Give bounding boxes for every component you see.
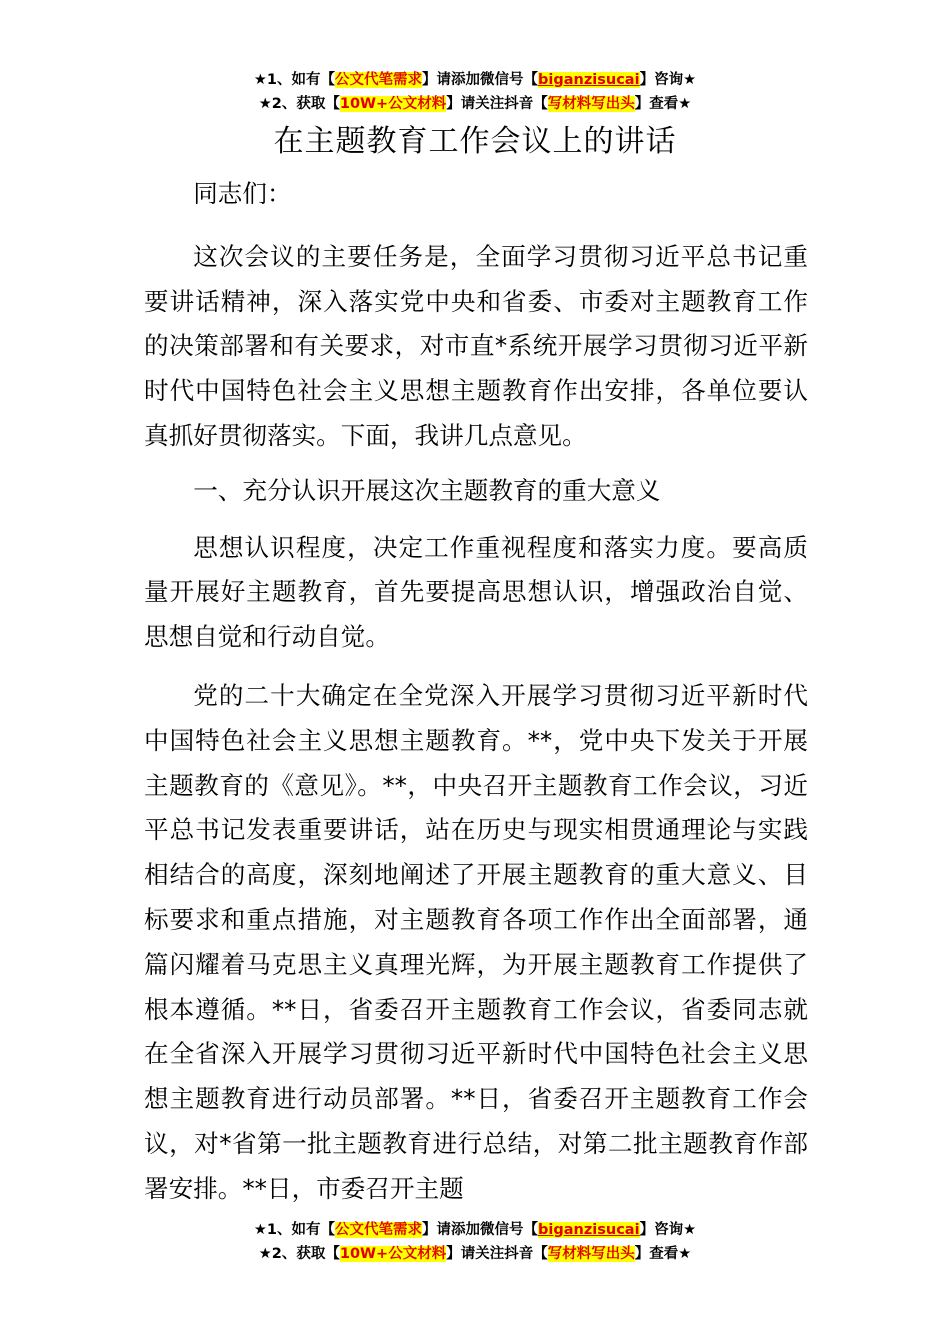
banner-text: ★2、获取【 [258, 1246, 340, 1262]
document-title: 在主题教育工作会议上的讲话 [273, 124, 677, 159]
ghostwriting-highlight: 公文代笔需求 [335, 1222, 423, 1238]
paragraph-3: 党的二十大确定在全党深入开展学习贯彻习近平新时代中国特色社会主义思想主题教育。**，党中央下发关于开展主题教育的《意见》。**，中央召开主题教育工作会议，习近平总书记发表重要讲话，站在历史与现实相贯通理论与实践相结合的高度，深刻地阐述了开展主题教育的重大意义、目标要求和重点措施，对主题教育各项工作作出全面部署，通篇闪耀着马克思主义真理光辉，为开展主题教育工作提供了根本遵循。**日，省委召开主题教育工作会议，省委同志就在全省深入开展学习贯彻习近平新时代中国特色社会主义思想主题教育进行动员部署。**日，省委召开主题教育工作会议，对*省第一批主题教育进行总结，对第二批主题教育作部署安排。**日，市委召开主题 [144, 680, 808, 1203]
banner-text: 】请关注抖音【 [446, 1246, 548, 1262]
materials-highlight: 10W+公文材料 [339, 96, 447, 112]
banner-text: 】请添加微信号【 [422, 1222, 539, 1238]
douyin-account-highlight: 写材料写出头 [547, 1246, 635, 1262]
banner-line-1 [0, 68, 950, 92]
banner-text: 】查看★ [634, 1246, 692, 1262]
materials-highlight: 10W+公文材料 [339, 1246, 447, 1262]
banner-text: 】咨询★ [639, 72, 697, 88]
ghostwriting-highlight: 公文代笔需求 [335, 72, 423, 88]
salutation: 同志们： [193, 179, 292, 208]
douyin-account-highlight: 写材料写出头 [547, 96, 635, 112]
document-body [144, 172, 808, 1220]
banner-line-2 [0, 1242, 950, 1266]
banner-line-1 [0, 1218, 950, 1242]
wechat-id-link[interactable]: biganzisucai [538, 1222, 640, 1238]
banner-text: 】咨询★ [639, 1222, 697, 1238]
banner-text: 】请关注抖音【 [446, 96, 548, 112]
banner-line-2 [0, 92, 950, 116]
header-banner [0, 68, 950, 116]
paragraph-2: 思想认识程度，决定工作重视程度和落实力度。要高质量开展好主题教育，首先要提高思想认识，增强政治自觉、思想自觉和行动自觉。 [144, 532, 808, 652]
banner-text: ★1、如有【 [253, 72, 336, 88]
wechat-id-link[interactable]: biganzisucai [538, 72, 640, 88]
paragraph-intro: 这次会议的主要任务是，全面学习贯彻习近平总书记重要讲话精神，深入落实党中央和省委、市委对主题教育工作的决策部署和有关要求，对市直*系统开展学习贯彻习近平新时代中国特色社会主义思想主题教育作出安排，各单位要认真抓好贯彻落实。下面，我讲几点意见。 [144, 241, 808, 450]
banner-text: 】查看★ [634, 96, 692, 112]
banner-text: ★1、如有【 [253, 1222, 336, 1238]
section-heading-1: 一、充分认识开展这次主题教育的重大意义 [193, 475, 661, 505]
banner-text: 】请添加微信号【 [422, 72, 539, 88]
banner-text: ★2、获取【 [258, 96, 340, 112]
footer-banner [0, 1218, 950, 1266]
